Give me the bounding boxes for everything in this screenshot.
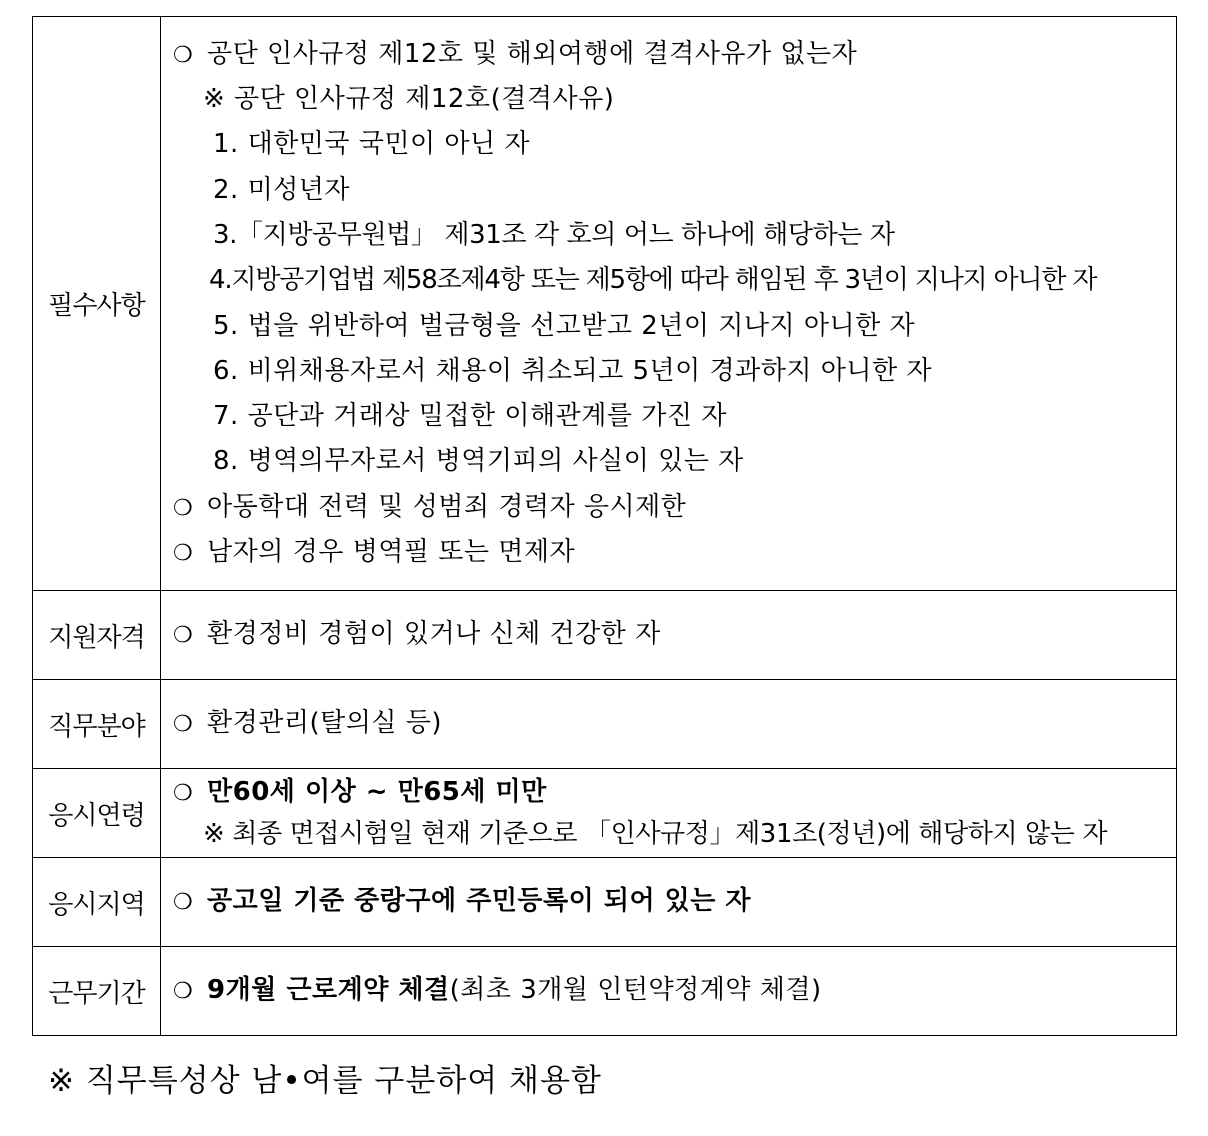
label-period: 근무기간: [33, 947, 161, 1036]
essential-line-child-abuse: [173, 485, 1176, 530]
content-age: [161, 769, 1177, 858]
label-age: 응시연령: [33, 769, 161, 858]
period-text-normal: (최초 3개월 인턴약정계약 체결): [449, 975, 822, 1006]
bullet-circle-icon: ❍: [173, 623, 194, 649]
essential-line-military: [173, 530, 1176, 575]
period-line: [173, 968, 1176, 1013]
region-line: [173, 879, 1176, 924]
region-text: 공고일 기준 중랑구에 주민등록이 되어 있는 자: [207, 886, 752, 917]
age-text: 만60세 이상 ~ 만65세 미만: [207, 777, 547, 807]
row-age: [33, 769, 1177, 858]
footer-note: ※ 직무특성상 남•여를 구분하여 채용함: [48, 1063, 602, 1099]
essential-line-military-text: 남자의 경우 병역필 또는 면제자: [207, 536, 576, 567]
disqualification-item-7: 7. 공단과 거래상 밀접한 이해관계를 가진 자: [213, 401, 727, 432]
row-region: [33, 858, 1177, 947]
disqualification-item-8: 8. 병역의무자로서 병역기피의 사실이 있는 자: [213, 446, 744, 477]
disqualification-item-1: 1. 대한민국 국민이 아닌 자: [213, 129, 531, 160]
label-essential: 필수사항: [33, 17, 161, 591]
label-region: 응시지역: [33, 858, 161, 947]
content-field: [161, 680, 1177, 769]
disqualification-item-2: 2. 미성년자: [213, 174, 351, 205]
bullet-circle-icon: ❍: [173, 540, 194, 566]
qualification-line: [173, 612, 1176, 657]
content-essential: [161, 17, 1177, 591]
bullet-circle-icon: ❍: [173, 42, 194, 68]
label-qualification: 지원자격: [33, 591, 161, 680]
bullet-circle-icon: ❍: [173, 495, 194, 521]
requirements-table: [32, 16, 1177, 1036]
row-qualification: [33, 591, 1177, 680]
content-qualification: [161, 591, 1177, 680]
content-period: [161, 947, 1177, 1036]
age-line: [173, 771, 1176, 813]
bullet-circle-icon: ❍: [173, 979, 194, 1005]
bullet-circle-icon: ❍: [173, 781, 194, 806]
disqualification-item-4: 4.지방공기업법 제58조제4항 또는 제5항에 따라 해임된 후 3년이 지나지 아니한 자: [209, 265, 1097, 296]
period-text-bold: 9개월 근로계약 체결: [207, 975, 450, 1006]
disqualification-item-3: 3.「지방공무원법」 제31조 각 호의 어느 하나에 해당하는 자: [213, 219, 895, 250]
row-essential: [33, 17, 1177, 591]
bullet-circle-icon: ❍: [173, 712, 194, 738]
row-field: [33, 680, 1177, 769]
essential-line-1-text: 공단 인사규정 제12호 및 해외여행에 결격사유가 없는자: [207, 38, 858, 69]
bullet-circle-icon: ❍: [173, 890, 194, 916]
content-region: [161, 858, 1177, 947]
essential-line-1: [173, 32, 1176, 77]
label-field: 직무분야: [33, 680, 161, 769]
essential-note: ※ 공단 인사규정 제12호(결격사유): [203, 84, 615, 115]
field-text: 환경관리(탈의실 등): [207, 708, 442, 739]
disqualification-item-6: 6. 비위채용자로서 채용이 취소되고 5년이 경과하지 아니한 자: [213, 355, 932, 386]
age-note: ※ 최종 면접시험일 현재 기준으로 「인사규정」제31조(정년)에 해당하지 않는 자: [203, 819, 1108, 849]
disqualification-item-5: 5. 법을 위반하여 벌금형을 선고받고 2년이 지나지 아니한 자: [213, 310, 916, 341]
qualification-text: 환경정비 경험이 있거나 신체 건강한 자: [207, 619, 661, 650]
essential-line-child-abuse-text: 아동학대 전력 및 성범죄 경력자 응시제한: [207, 491, 687, 522]
field-line: [173, 701, 1176, 746]
row-period: [33, 947, 1177, 1036]
